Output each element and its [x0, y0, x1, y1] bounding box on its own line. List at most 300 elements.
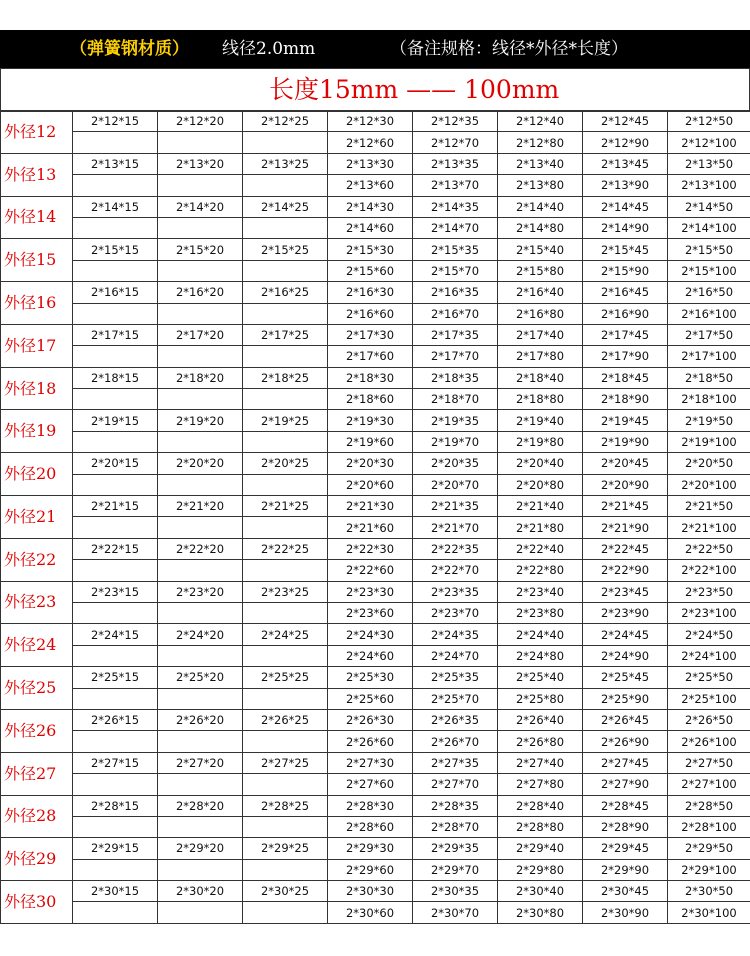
spec-cell: 2*15*45: [583, 239, 668, 260]
spec-cell: 2*27*70: [413, 774, 498, 795]
spec-cell: 2*12*70: [413, 132, 498, 153]
spec-cell: 2*24*50: [668, 624, 750, 645]
outer-diameter-label: 外径17: [1, 324, 73, 367]
table-row: [1, 196, 750, 217]
spec-cell: 2*21*25: [243, 496, 328, 517]
spec-cell: 2*13*45: [583, 153, 668, 174]
empty-cell: [73, 517, 158, 538]
empty-cell: [158, 816, 243, 837]
spec-cell: 2*18*50: [668, 367, 750, 388]
table-row: [1, 560, 750, 581]
spec-cell: 2*17*90: [583, 346, 668, 367]
spec-cell: 2*20*60: [328, 474, 413, 495]
empty-cell: [158, 602, 243, 623]
spec-cell: 2*29*35: [413, 838, 498, 859]
spec-cell: 2*23*15: [73, 581, 158, 602]
spec-cell: 2*21*15: [73, 496, 158, 517]
spec-cell: 2*26*40: [498, 709, 583, 730]
spec-cell: 2*18*30: [328, 367, 413, 388]
spec-cell: 2*18*40: [498, 367, 583, 388]
spec-cell: 2*23*30: [328, 581, 413, 602]
spec-cell: 2*19*100: [668, 431, 750, 452]
spec-cell: 2*25*20: [158, 667, 243, 688]
table-row: [1, 474, 750, 495]
spec-cell: 2*14*100: [668, 217, 750, 238]
spec-cell: 2*18*15: [73, 367, 158, 388]
header-bar: [0, 30, 750, 68]
spec-cell: 2*16*40: [498, 282, 583, 303]
spec-cell: 2*15*25: [243, 239, 328, 260]
table-row: [1, 346, 750, 367]
spec-cell: 2*22*30: [328, 538, 413, 559]
spec-cell: 2*26*25: [243, 709, 328, 730]
outer-diameter-label: 外径21: [1, 496, 73, 539]
table-row: [1, 410, 750, 431]
spec-cell: 2*14*90: [583, 217, 668, 238]
length-range-text: 长度15mm —— 100mm: [269, 75, 560, 104]
spec-cell: 2*24*15: [73, 624, 158, 645]
spec-cell: 2*22*70: [413, 560, 498, 581]
spec-cell: 2*22*40: [498, 538, 583, 559]
spec-cell: 2*25*50: [668, 667, 750, 688]
spec-cell: 2*29*100: [668, 859, 750, 880]
spec-cell: 2*25*80: [498, 688, 583, 709]
empty-cell: [73, 260, 158, 281]
spec-cell: 2*21*100: [668, 517, 750, 538]
spec-cell: 2*18*45: [583, 367, 668, 388]
spec-cell: 2*19*45: [583, 410, 668, 431]
spec-table: [0, 110, 750, 924]
spec-cell: 2*18*100: [668, 389, 750, 410]
spec-cell: 2*27*80: [498, 774, 583, 795]
empty-cell: [158, 688, 243, 709]
spec-cell: 2*15*15: [73, 239, 158, 260]
spec-cell: 2*21*30: [328, 496, 413, 517]
spec-cell: 2*27*20: [158, 752, 243, 773]
spec-cell: 2*16*90: [583, 303, 668, 324]
spec-cell: 2*30*80: [498, 902, 583, 923]
spec-cell: 2*22*100: [668, 560, 750, 581]
spec-cell: 2*13*20: [158, 153, 243, 174]
table-row: [1, 239, 750, 260]
empty-cell: [158, 774, 243, 795]
empty-cell: [243, 688, 328, 709]
spec-cell: 2*15*30: [328, 239, 413, 260]
spec-cell: 2*14*25: [243, 196, 328, 217]
material-label: （弹簧钢材质）: [70, 39, 189, 59]
spec-cell: 2*23*35: [413, 581, 498, 602]
spec-cell: 2*27*15: [73, 752, 158, 773]
spec-cell: 2*26*15: [73, 709, 158, 730]
outer-diameter-label: 外径29: [1, 838, 73, 881]
spec-note-label: （备注规格：线径*外径*长度）: [390, 39, 628, 59]
spec-cell: 2*20*30: [328, 453, 413, 474]
empty-cell: [73, 217, 158, 238]
spec-cell: 2*21*70: [413, 517, 498, 538]
spec-cell: 2*12*45: [583, 111, 668, 132]
spec-cell: 2*23*80: [498, 602, 583, 623]
spec-cell: 2*26*35: [413, 709, 498, 730]
empty-cell: [158, 645, 243, 666]
spec-cell: 2*27*100: [668, 774, 750, 795]
spec-cell: 2*29*80: [498, 859, 583, 880]
spec-cell: 2*28*80: [498, 816, 583, 837]
table-row: [1, 774, 750, 795]
spec-cell: 2*26*50: [668, 709, 750, 730]
spec-cell: 2*21*40: [498, 496, 583, 517]
spec-cell: 2*13*25: [243, 153, 328, 174]
table-row: [1, 795, 750, 816]
table-row: [1, 645, 750, 666]
empty-cell: [73, 560, 158, 581]
spec-cell: 2*15*90: [583, 260, 668, 281]
spec-cell: 2*28*40: [498, 795, 583, 816]
spec-cell: 2*25*45: [583, 667, 668, 688]
empty-cell: [243, 859, 328, 880]
spec-cell: 2*29*60: [328, 859, 413, 880]
table-row: [1, 881, 750, 902]
spec-cell: 2*19*30: [328, 410, 413, 431]
empty-cell: [243, 731, 328, 752]
spec-cell: 2*17*50: [668, 324, 750, 345]
spec-cell: 2*21*35: [413, 496, 498, 517]
spec-cell: 2*12*30: [328, 111, 413, 132]
spec-cell: 2*26*45: [583, 709, 668, 730]
spec-cell: 2*23*90: [583, 602, 668, 623]
empty-cell: [158, 731, 243, 752]
empty-cell: [73, 645, 158, 666]
spec-cell: 2*14*50: [668, 196, 750, 217]
outer-diameter-label: 外径16: [1, 282, 73, 325]
spec-cell: 2*24*80: [498, 645, 583, 666]
spec-cell: 2*17*20: [158, 324, 243, 345]
empty-cell: [73, 688, 158, 709]
spec-cell: 2*21*80: [498, 517, 583, 538]
spec-cell: 2*20*35: [413, 453, 498, 474]
empty-cell: [243, 303, 328, 324]
empty-cell: [243, 175, 328, 196]
spec-cell: 2*21*50: [668, 496, 750, 517]
spec-cell: 2*15*40: [498, 239, 583, 260]
table-row: [1, 816, 750, 837]
empty-cell: [73, 859, 158, 880]
spec-cell: 2*25*25: [243, 667, 328, 688]
empty-cell: [73, 774, 158, 795]
outer-diameter-label: 外径27: [1, 752, 73, 795]
table-row: [1, 752, 750, 773]
spec-cell: 2*20*50: [668, 453, 750, 474]
spec-cell: 2*20*15: [73, 453, 158, 474]
empty-cell: [158, 431, 243, 452]
spec-cell: 2*29*40: [498, 838, 583, 859]
spec-cell: 2*27*25: [243, 752, 328, 773]
spec-cell: 2*14*30: [328, 196, 413, 217]
spec-cell: 2*29*50: [668, 838, 750, 859]
spec-cell: 2*22*80: [498, 560, 583, 581]
table-row: [1, 602, 750, 623]
spec-cell: 2*24*35: [413, 624, 498, 645]
spec-cell: 2*30*20: [158, 881, 243, 902]
spec-cell: 2*29*30: [328, 838, 413, 859]
spec-cell: 2*28*60: [328, 816, 413, 837]
spec-cell: 2*12*15: [73, 111, 158, 132]
spec-cell: 2*30*50: [668, 881, 750, 902]
spec-cell: 2*26*90: [583, 731, 668, 752]
spec-cell: 2*22*50: [668, 538, 750, 559]
spec-cell: 2*18*60: [328, 389, 413, 410]
table-row: [1, 838, 750, 859]
empty-cell: [243, 645, 328, 666]
wire-diameter-label: 线径2.0mm: [222, 39, 316, 59]
spec-cell: 2*17*15: [73, 324, 158, 345]
empty-cell: [158, 175, 243, 196]
table-row: [1, 538, 750, 559]
spec-cell: 2*19*15: [73, 410, 158, 431]
spec-cell: 2*18*20: [158, 367, 243, 388]
spec-cell: 2*27*50: [668, 752, 750, 773]
spec-cell: 2*26*80: [498, 731, 583, 752]
spec-cell: 2*21*90: [583, 517, 668, 538]
outer-diameter-label: 外径24: [1, 624, 73, 667]
spec-cell: 2*20*80: [498, 474, 583, 495]
spec-cell: 2*26*30: [328, 709, 413, 730]
spec-cell: 2*28*90: [583, 816, 668, 837]
empty-cell: [73, 474, 158, 495]
spec-cell: 2*23*50: [668, 581, 750, 602]
spec-cell: 2*27*60: [328, 774, 413, 795]
spec-cell: 2*22*20: [158, 538, 243, 559]
spec-cell: 2*28*25: [243, 795, 328, 816]
empty-cell: [243, 132, 328, 153]
spec-cell: 2*23*20: [158, 581, 243, 602]
spec-cell: 2*26*20: [158, 709, 243, 730]
empty-cell: [158, 902, 243, 923]
spec-cell: 2*20*70: [413, 474, 498, 495]
spec-cell: 2*23*100: [668, 602, 750, 623]
spec-cell: 2*18*70: [413, 389, 498, 410]
spec-cell: 2*25*35: [413, 667, 498, 688]
spec-cell: 2*26*100: [668, 731, 750, 752]
outer-diameter-label: 外径12: [1, 111, 73, 154]
spec-cell: 2*14*20: [158, 196, 243, 217]
spec-cell: 2*27*40: [498, 752, 583, 773]
spec-cell: 2*17*80: [498, 346, 583, 367]
empty-cell: [158, 517, 243, 538]
spec-cell: 2*13*40: [498, 153, 583, 174]
spec-cell: 2*15*60: [328, 260, 413, 281]
spec-cell: 2*17*40: [498, 324, 583, 345]
outer-diameter-label: 外径14: [1, 196, 73, 239]
spec-cell: 2*18*25: [243, 367, 328, 388]
spec-cell: 2*15*100: [668, 260, 750, 281]
empty-cell: [158, 474, 243, 495]
spec-cell: 2*16*30: [328, 282, 413, 303]
table-row: [1, 367, 750, 388]
spec-cell: 2*16*60: [328, 303, 413, 324]
outer-diameter-label: 外径28: [1, 795, 73, 838]
spec-cell: 2*17*35: [413, 324, 498, 345]
spec-cell: 2*20*45: [583, 453, 668, 474]
spec-cell: 2*20*20: [158, 453, 243, 474]
outer-diameter-label: 外径23: [1, 581, 73, 624]
empty-cell: [73, 346, 158, 367]
spec-cell: 2*22*25: [243, 538, 328, 559]
table-row: [1, 132, 750, 153]
empty-cell: [243, 517, 328, 538]
spec-cell: 2*26*70: [413, 731, 498, 752]
spec-cell: 2*22*35: [413, 538, 498, 559]
spec-cell: 2*16*35: [413, 282, 498, 303]
table-row: [1, 175, 750, 196]
spec-cell: 2*25*30: [328, 667, 413, 688]
spec-cell: 2*13*80: [498, 175, 583, 196]
empty-cell: [158, 859, 243, 880]
spec-cell: 2*16*15: [73, 282, 158, 303]
empty-cell: [73, 731, 158, 752]
outer-diameter-label: 外径30: [1, 881, 73, 924]
spec-cell: 2*29*15: [73, 838, 158, 859]
spec-cell: 2*25*70: [413, 688, 498, 709]
spec-cell: 2*23*45: [583, 581, 668, 602]
empty-cell: [243, 431, 328, 452]
empty-cell: [243, 389, 328, 410]
spec-cell: 2*12*40: [498, 111, 583, 132]
spec-cell: 2*24*70: [413, 645, 498, 666]
spec-cell: 2*27*30: [328, 752, 413, 773]
table-row: [1, 496, 750, 517]
table-row: [1, 624, 750, 645]
empty-cell: [73, 816, 158, 837]
spec-cell: 2*13*30: [328, 153, 413, 174]
spec-cell: 2*23*70: [413, 602, 498, 623]
spec-cell: 2*30*70: [413, 902, 498, 923]
spec-cell: 2*28*35: [413, 795, 498, 816]
spec-cell: 2*15*20: [158, 239, 243, 260]
spec-cell: 2*19*50: [668, 410, 750, 431]
empty-cell: [243, 902, 328, 923]
empty-cell: [158, 217, 243, 238]
table-row: [1, 859, 750, 880]
empty-cell: [73, 303, 158, 324]
spec-cell: 2*13*70: [413, 175, 498, 196]
spec-cell: 2*30*40: [498, 881, 583, 902]
empty-cell: [73, 431, 158, 452]
empty-cell: [73, 902, 158, 923]
spec-cell: 2*15*80: [498, 260, 583, 281]
empty-cell: [243, 560, 328, 581]
table-row: [1, 282, 750, 303]
table-row: [1, 731, 750, 752]
spec-cell: 2*17*70: [413, 346, 498, 367]
spec-cell: 2*18*35: [413, 367, 498, 388]
spec-cell: 2*27*35: [413, 752, 498, 773]
table-row: [1, 453, 750, 474]
spec-cell: 2*17*25: [243, 324, 328, 345]
spec-cell: 2*19*25: [243, 410, 328, 431]
empty-cell: [158, 260, 243, 281]
spec-cell: 2*13*100: [668, 175, 750, 196]
spec-cell: 2*30*90: [583, 902, 668, 923]
spec-cell: 2*22*60: [328, 560, 413, 581]
spec-cell: 2*23*40: [498, 581, 583, 602]
table-row: [1, 217, 750, 238]
spec-cell: 2*30*30: [328, 881, 413, 902]
spec-cell: 2*17*60: [328, 346, 413, 367]
table-row: [1, 902, 750, 923]
spec-cell: 2*21*60: [328, 517, 413, 538]
spec-cell: 2*19*80: [498, 431, 583, 452]
spec-cell: 2*29*45: [583, 838, 668, 859]
spec-cell: 2*19*90: [583, 431, 668, 452]
spec-cell: 2*12*100: [668, 132, 750, 153]
outer-diameter-label: 外径19: [1, 410, 73, 453]
spec-cell: 2*19*60: [328, 431, 413, 452]
empty-cell: [243, 474, 328, 495]
empty-cell: [158, 346, 243, 367]
spec-cell: 2*22*45: [583, 538, 668, 559]
table-row: [1, 431, 750, 452]
spec-cell: 2*22*90: [583, 560, 668, 581]
spec-cell: 2*29*20: [158, 838, 243, 859]
empty-cell: [243, 774, 328, 795]
spec-cell: 2*29*70: [413, 859, 498, 880]
spec-cell: 2*24*30: [328, 624, 413, 645]
spec-cell: 2*15*50: [668, 239, 750, 260]
spec-cell: 2*12*35: [413, 111, 498, 132]
spec-cell: 2*28*15: [73, 795, 158, 816]
spec-cell: 2*14*45: [583, 196, 668, 217]
spec-cell: 2*27*90: [583, 774, 668, 795]
spec-cell: 2*24*20: [158, 624, 243, 645]
spec-cell: 2*13*50: [668, 153, 750, 174]
spec-cell: 2*25*15: [73, 667, 158, 688]
spec-cell: 2*20*25: [243, 453, 328, 474]
empty-cell: [158, 560, 243, 581]
spec-cell: 2*14*15: [73, 196, 158, 217]
spec-cell: 2*23*25: [243, 581, 328, 602]
spec-cell: 2*26*60: [328, 731, 413, 752]
spec-cell: 2*12*25: [243, 111, 328, 132]
outer-diameter-label: 外径15: [1, 239, 73, 282]
length-range-banner: [0, 68, 750, 112]
empty-cell: [243, 816, 328, 837]
spec-cell: 2*25*60: [328, 688, 413, 709]
empty-cell: [158, 389, 243, 410]
spec-cell: 2*28*30: [328, 795, 413, 816]
spec-cell: 2*12*90: [583, 132, 668, 153]
table-row: [1, 667, 750, 688]
spec-cell: 2*23*60: [328, 602, 413, 623]
spec-cell: 2*18*90: [583, 389, 668, 410]
spec-cell: 2*27*45: [583, 752, 668, 773]
outer-diameter-label: 外径18: [1, 367, 73, 410]
spec-cell: 2*28*70: [413, 816, 498, 837]
spec-cell: 2*13*15: [73, 153, 158, 174]
spec-cell: 2*25*40: [498, 667, 583, 688]
empty-cell: [73, 602, 158, 623]
spec-cell: 2*14*35: [413, 196, 498, 217]
spec-cell: 2*28*20: [158, 795, 243, 816]
spec-cell: 2*14*60: [328, 217, 413, 238]
spec-cell: 2*13*60: [328, 175, 413, 196]
empty-cell: [73, 389, 158, 410]
spec-cell: 2*25*100: [668, 688, 750, 709]
spec-cell: 2*24*45: [583, 624, 668, 645]
spec-cell: 2*24*25: [243, 624, 328, 645]
table-row: [1, 581, 750, 602]
table-row: [1, 153, 750, 174]
spec-cell: 2*21*20: [158, 496, 243, 517]
